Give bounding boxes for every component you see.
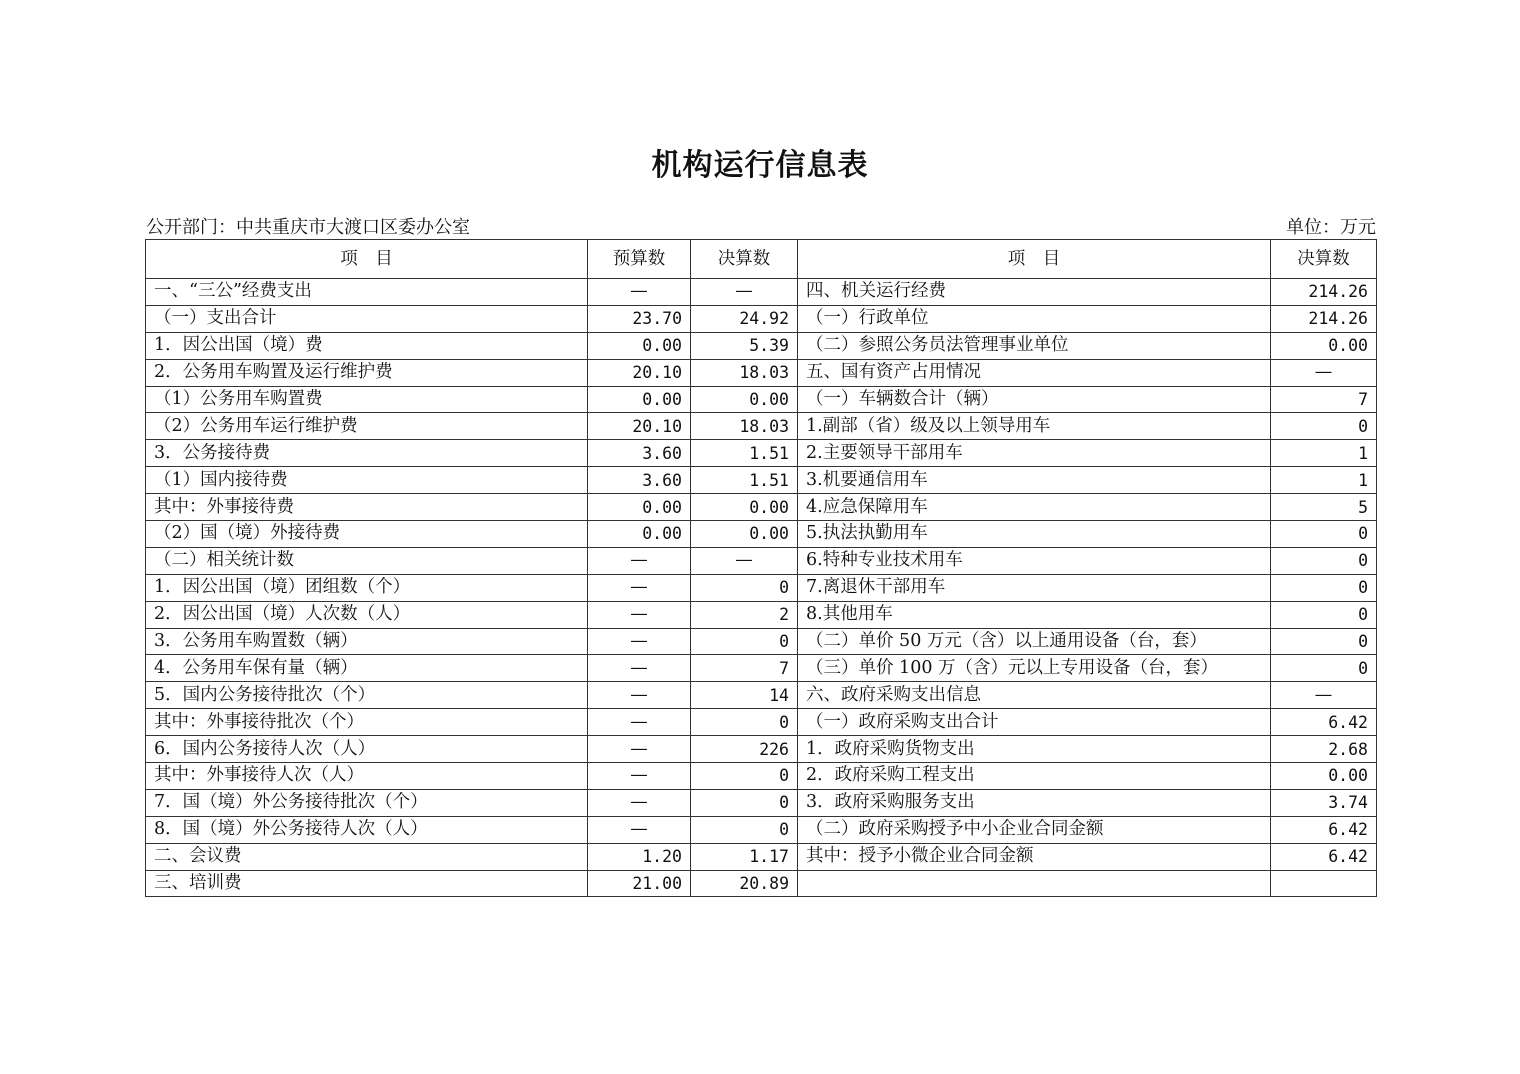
budget-cell: 0.00	[588, 494, 691, 521]
table-row	[146, 521, 1377, 548]
final-right-cell: 0	[1271, 655, 1377, 682]
item-left-cell: 1．因公出国（境）费	[146, 332, 588, 359]
item-right-cell: 五、国有资产占用情况	[798, 359, 1271, 386]
final-left-cell: 1.51	[691, 467, 798, 494]
final-left-cell: 0	[691, 709, 798, 736]
item-right-cell: 7.离退休干部用车	[798, 574, 1271, 601]
item-right-cell: 2.主要领导干部用车	[798, 440, 1271, 467]
item-left-cell: 三、培训费	[146, 870, 588, 897]
info-table	[145, 239, 1377, 897]
item-right-cell: （二）政府采购授予中小企业合同金额	[798, 816, 1271, 843]
item-left-cell: 1．因公出国（境）团组数（个）	[146, 574, 588, 601]
item-right-cell: 四、机关运行经费	[798, 279, 1271, 306]
table-row	[146, 332, 1377, 359]
table-row	[146, 843, 1377, 870]
item-left-cell: 一、“三公”经费支出	[146, 279, 588, 306]
final-right-cell: 1	[1271, 440, 1377, 467]
item-left-cell: 2．公务用车购置及运行维护费	[146, 359, 588, 386]
item-left-cell: （2）国（境）外接待费	[146, 521, 588, 548]
final-right-cell: 6.42	[1271, 709, 1377, 736]
item-right-cell: 4.应急保障用车	[798, 494, 1271, 521]
final-right-cell: 0	[1271, 547, 1377, 574]
table-row	[146, 709, 1377, 736]
budget-cell: —	[588, 682, 691, 709]
budget-cell: —	[588, 655, 691, 682]
item-left-cell: 其中：外事接待人次（人）	[146, 763, 588, 790]
table-row	[146, 386, 1377, 413]
header-item-right: 项 目	[798, 240, 1271, 279]
table-row	[146, 494, 1377, 521]
final-left-cell: 0	[691, 628, 798, 655]
final-left-cell: 0	[691, 789, 798, 816]
department-label: 公开部门：中共重庆市大渡口区委办公室	[146, 217, 470, 238]
budget-cell: 0.00	[588, 521, 691, 548]
table-row	[146, 736, 1377, 763]
table-row	[146, 655, 1377, 682]
header-final-left: 决算数	[691, 240, 798, 279]
item-right-cell: （一）政府采购支出合计	[798, 709, 1271, 736]
final-left-cell: 0.00	[691, 386, 798, 413]
budget-cell: 1.20	[588, 843, 691, 870]
final-right-cell: 6.42	[1271, 816, 1377, 843]
budget-cell: 3.60	[588, 440, 691, 467]
table-row	[146, 816, 1377, 843]
item-left-cell: （二）相关统计数	[146, 547, 588, 574]
page-title: 机构运行信息表	[651, 148, 869, 183]
item-left-cell: 4．公务用车保有量（辆）	[146, 655, 588, 682]
table-row	[146, 547, 1377, 574]
budget-cell: —	[588, 574, 691, 601]
final-left-cell: 1.17	[691, 843, 798, 870]
final-left-cell: 20.89	[691, 870, 798, 897]
item-right-cell: （二）单价 50 万元（含）以上通用设备（台，套）	[798, 628, 1271, 655]
final-right-cell: 0	[1271, 601, 1377, 628]
final-left-cell: 0	[691, 763, 798, 790]
budget-cell: —	[588, 789, 691, 816]
item-right-cell: 1.副部（省）级及以上领导用车	[798, 413, 1271, 440]
item-left-cell: （1）国内接待费	[146, 467, 588, 494]
final-right-cell: 0	[1271, 628, 1377, 655]
budget-cell: 3.60	[588, 467, 691, 494]
final-left-cell: 18.03	[691, 413, 798, 440]
item-left-cell: （一）支出合计	[146, 305, 588, 332]
item-left-cell: 其中：外事接待费	[146, 494, 588, 521]
budget-cell: —	[588, 763, 691, 790]
header-final-right: 决算数	[1271, 240, 1377, 279]
final-left-cell: 226	[691, 736, 798, 763]
final-left-cell: —	[691, 279, 798, 306]
item-left-cell: 6．国内公务接待人次（人）	[146, 736, 588, 763]
final-left-cell: 14	[691, 682, 798, 709]
table-row	[146, 574, 1377, 601]
unit-label: 单位：万元	[1286, 217, 1376, 238]
table-row	[146, 628, 1377, 655]
final-right-cell: 3.74	[1271, 789, 1377, 816]
final-right-cell: 0	[1271, 574, 1377, 601]
final-right-cell: 1	[1271, 467, 1377, 494]
item-left-cell: 7．国（境）外公务接待批次（个）	[146, 789, 588, 816]
item-right-cell: 8.其他用车	[798, 601, 1271, 628]
item-left-cell: 其中：外事接待批次（个）	[146, 709, 588, 736]
budget-cell: —	[588, 279, 691, 306]
budget-cell: 23.70	[588, 305, 691, 332]
table-row	[146, 279, 1377, 306]
item-right-cell: 6.特种专业技术用车	[798, 547, 1271, 574]
budget-cell: 0.00	[588, 332, 691, 359]
budget-cell: —	[588, 601, 691, 628]
table-row	[146, 870, 1377, 897]
item-left-cell: 5．国内公务接待批次（个）	[146, 682, 588, 709]
final-left-cell: 0	[691, 816, 798, 843]
item-left-cell: 8．国（境）外公务接待人次（人）	[146, 816, 588, 843]
final-right-cell: 214.26	[1271, 305, 1377, 332]
item-right-cell: （二）参照公务员法管理事业单位	[798, 332, 1271, 359]
budget-cell: 0.00	[588, 386, 691, 413]
table-row	[146, 763, 1377, 790]
item-left-cell: （1）公务用车购置费	[146, 386, 588, 413]
final-right-cell: 7	[1271, 386, 1377, 413]
budget-cell: —	[588, 816, 691, 843]
final-right-cell: —	[1271, 359, 1377, 386]
final-right-cell: 2.68	[1271, 736, 1377, 763]
final-left-cell: 0	[691, 574, 798, 601]
final-right-cell: 0.00	[1271, 332, 1377, 359]
budget-cell: 20.10	[588, 413, 691, 440]
budget-cell: 20.10	[588, 359, 691, 386]
table-body	[146, 279, 1377, 897]
item-left-cell: 3．公务接待费	[146, 440, 588, 467]
final-left-cell: 0.00	[691, 521, 798, 548]
final-right-cell	[1271, 870, 1377, 897]
budget-cell: 21.00	[588, 870, 691, 897]
budget-cell: —	[588, 628, 691, 655]
final-right-cell: 6.42	[1271, 843, 1377, 870]
budget-cell: —	[588, 736, 691, 763]
table-row	[146, 789, 1377, 816]
item-right-cell: （一）行政单位	[798, 305, 1271, 332]
final-left-cell: 24.92	[691, 305, 798, 332]
item-right-cell: 其中：授予小微企业合同金额	[798, 843, 1271, 870]
item-right-cell: 3.机要通信用车	[798, 467, 1271, 494]
table-header-row	[146, 240, 1377, 279]
final-right-cell: 0	[1271, 521, 1377, 548]
item-right-cell: 六、政府采购支出信息	[798, 682, 1271, 709]
final-right-cell: 0	[1271, 413, 1377, 440]
header-budget: 预算数	[588, 240, 691, 279]
item-right-cell: 1．政府采购货物支出	[798, 736, 1271, 763]
report-meta	[146, 213, 1376, 237]
item-left-cell: 二、会议费	[146, 843, 588, 870]
item-right-cell: （三）单价 100 万（含）元以上专用设备（台，套）	[798, 655, 1271, 682]
table-row	[146, 440, 1377, 467]
final-left-cell: 5.39	[691, 332, 798, 359]
header-item-left: 项 目	[146, 240, 588, 279]
table-row	[146, 305, 1377, 332]
item-right-cell: （一）车辆数合计（辆）	[798, 386, 1271, 413]
final-left-cell: 2	[691, 601, 798, 628]
final-right-cell: —	[1271, 682, 1377, 709]
item-right-cell	[798, 870, 1271, 897]
item-left-cell: 3．公务用车购置数（辆）	[146, 628, 588, 655]
final-left-cell: 1.51	[691, 440, 798, 467]
item-left-cell: 2．因公出国（境）人次数（人）	[146, 601, 588, 628]
table-row	[146, 413, 1377, 440]
item-left-cell: （2）公务用车运行维护费	[146, 413, 588, 440]
table-row	[146, 467, 1377, 494]
table-row	[146, 601, 1377, 628]
budget-cell: —	[588, 547, 691, 574]
item-right-cell: 5.执法执勤用车	[798, 521, 1271, 548]
final-right-cell: 5	[1271, 494, 1377, 521]
final-left-cell: —	[691, 547, 798, 574]
final-left-cell: 18.03	[691, 359, 798, 386]
final-right-cell: 0.00	[1271, 763, 1377, 790]
item-right-cell: 2．政府采购工程支出	[798, 763, 1271, 790]
final-left-cell: 0.00	[691, 494, 798, 521]
final-left-cell: 7	[691, 655, 798, 682]
table-row	[146, 682, 1377, 709]
item-right-cell: 3．政府采购服务支出	[798, 789, 1271, 816]
final-right-cell: 214.26	[1271, 279, 1377, 306]
budget-cell: —	[588, 709, 691, 736]
table-row	[146, 359, 1377, 386]
